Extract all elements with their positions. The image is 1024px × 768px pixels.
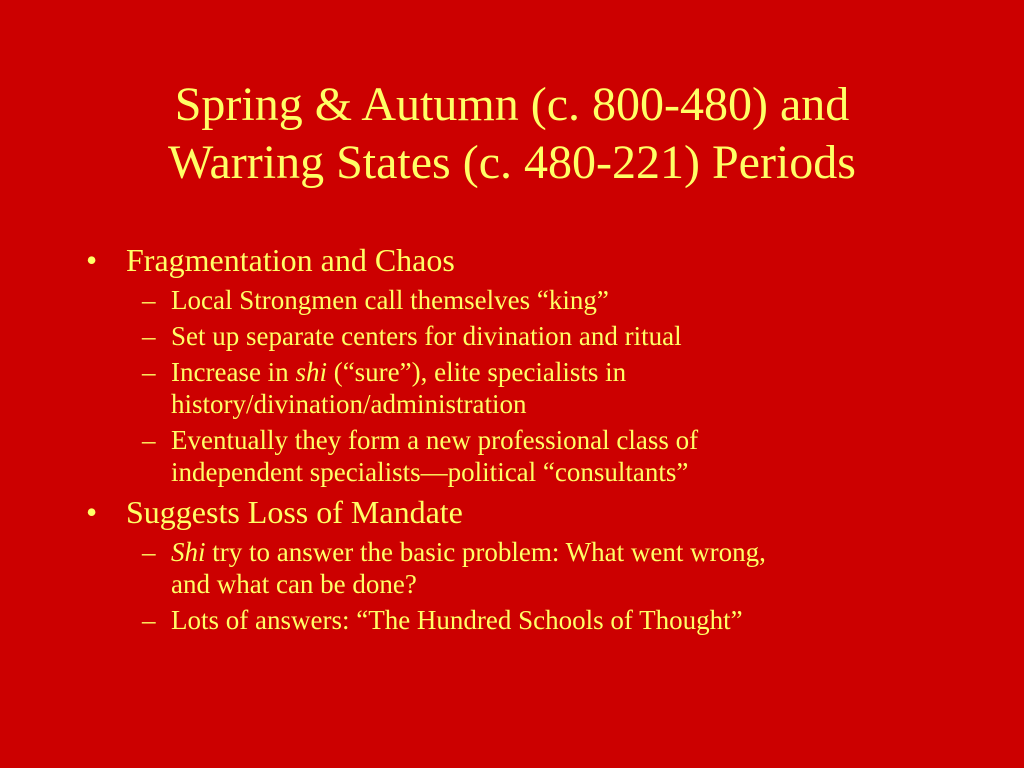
title-line-2: Warring States (c. 480-221) Periods — [168, 136, 856, 189]
sub-bullet-line: Eventually they form a new professional class of — [171, 425, 699, 455]
bullet-fragmentation — [86, 240, 966, 280]
sub-bullet-line: independent specialists—political “consultants” — [171, 457, 689, 487]
sub-bullet-professional-class — [142, 424, 966, 488]
bullet-heading: Fragmentation and Chaos — [126, 242, 455, 278]
sub-bullet-centers — [142, 320, 966, 352]
sub-bullet-line — [171, 356, 891, 388]
sub-bullet-text — [171, 424, 891, 488]
slide-title — [60, 76, 964, 192]
bullet-heading: Suggests Loss of Mandate — [126, 494, 463, 530]
dash-marker: – — [142, 537, 156, 567]
bullet-marker: • — [86, 494, 98, 530]
sub-bullet-line: history/divination/administration — [171, 389, 527, 419]
sub-bullet-text: Set up separate centers for divination and ritual — [171, 321, 682, 351]
text-suffix: (“sure”), elite specialists in — [326, 357, 627, 387]
bullet-marker: • — [86, 242, 98, 278]
text-prefix: Increase in — [171, 357, 296, 387]
sub-bullet-text — [171, 356, 891, 420]
title-line-1: Spring & Autumn (c. 800-480) and — [174, 78, 850, 131]
bullet-mandate — [86, 492, 966, 532]
sub-bullet-text: Lots of answers: “The Hundred Schools of Thought” — [171, 605, 743, 635]
sub-bullet-what-went-wrong — [142, 536, 966, 600]
sub-bullet-line — [171, 536, 891, 568]
dash-marker: – — [142, 605, 156, 635]
sub-bullet-text: Local Strongmen call themselves “king” — [171, 285, 609, 315]
dash-marker: – — [142, 357, 156, 387]
dash-marker: – — [142, 285, 156, 315]
italic-term: shi — [295, 357, 327, 387]
sub-bullet-hundred-schools — [142, 604, 966, 636]
sub-bullet-text — [171, 536, 891, 600]
dash-marker: – — [142, 425, 156, 455]
dash-marker: – — [142, 321, 156, 351]
italic-term: Shi — [171, 537, 206, 567]
slide-body — [86, 240, 966, 636]
sub-bullet-line: and what can be done? — [171, 569, 417, 599]
sub-bullet-strongmen — [142, 284, 966, 316]
sub-bullet-shi-increase — [142, 356, 966, 420]
text-suffix: try to answer the basic problem: What went wrong, — [205, 537, 766, 567]
